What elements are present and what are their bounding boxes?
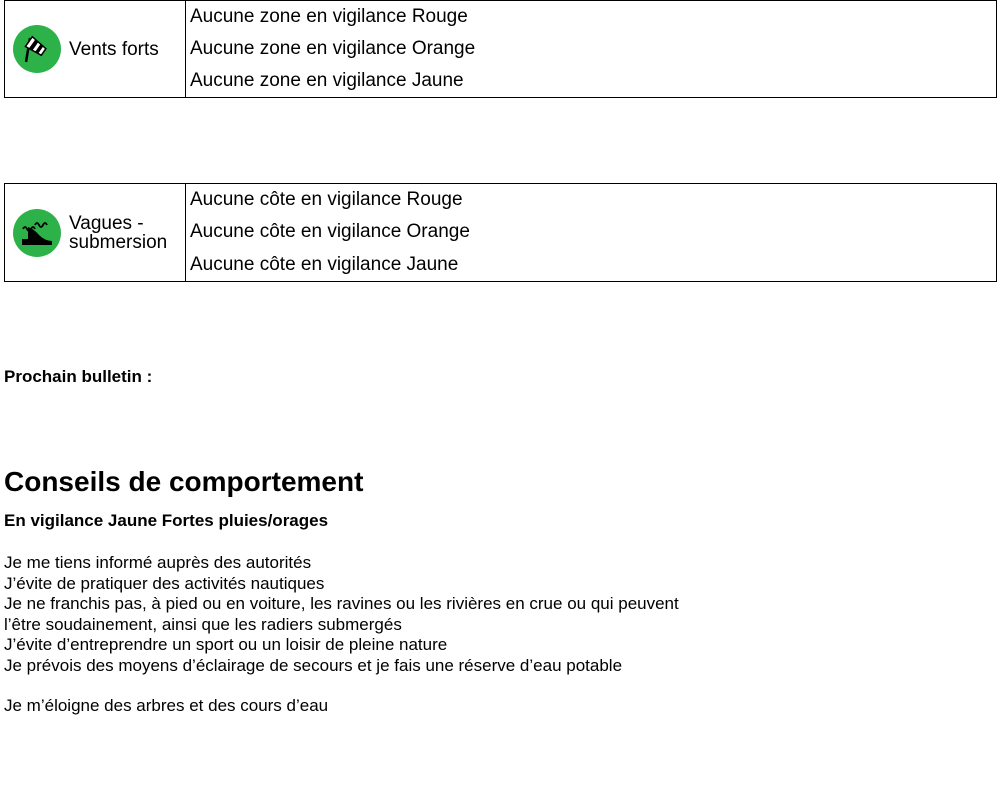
advice-subtitle: En vigilance Jaune Fortes pluies/orages (4, 511, 329, 530)
status-line-red: Aucune côte en vigilance Rouge (190, 189, 463, 211)
waves-icon (13, 209, 61, 257)
status-line-orange: Aucune côte en vigilance Orange (190, 221, 470, 243)
advice-item: J’évite d’entreprendre un sport ou un loisir de pleine nature (4, 635, 448, 654)
status-line-red: Aucune zone en vigilance Rouge (190, 6, 468, 27)
advice-item: Je ne franchis pas, à pied ou en voiture, les ravines ou les rivières en crue ou qui peuvent (4, 594, 679, 613)
advice-item: Je prévois des moyens d’éclairage de secours et je fais une réserve d’eau potable (4, 655, 623, 675)
spacer (4, 676, 764, 696)
phenomenon-cell (5, 1, 186, 97)
status-cell (186, 1, 996, 97)
status-line-orange: Aucune zone en vigilance Orange (190, 38, 476, 59)
windsock-icon (13, 25, 61, 73)
status-line-yellow: Aucune zone en vigilance Jaune (190, 70, 464, 91)
status-cell (186, 184, 996, 281)
vigilance-table-waves (4, 183, 997, 282)
advice-item: Je me tiens informé auprès des autorités (4, 553, 312, 572)
advice-item: J’évite de pratiquer des activités nautiques (4, 573, 325, 593)
next-bulletin-label: Prochain bulletin : (4, 367, 153, 386)
phenomenon-label: Vagues - submersion (69, 212, 168, 253)
phenomenon-cell (5, 184, 186, 281)
advice-item: l’être soudainement, ainsi que les radiers submergés (4, 614, 402, 634)
vigilance-table-wind (4, 0, 997, 98)
phenomenon-label: Vents forts (69, 38, 159, 60)
advice-item: Je m’éloigne des arbres et des cours d’eau (4, 696, 329, 715)
advice-list (4, 553, 764, 717)
status-line-yellow: Aucune côte en vigilance Jaune (190, 253, 459, 275)
advice-title: Conseils de comportement (4, 466, 364, 497)
